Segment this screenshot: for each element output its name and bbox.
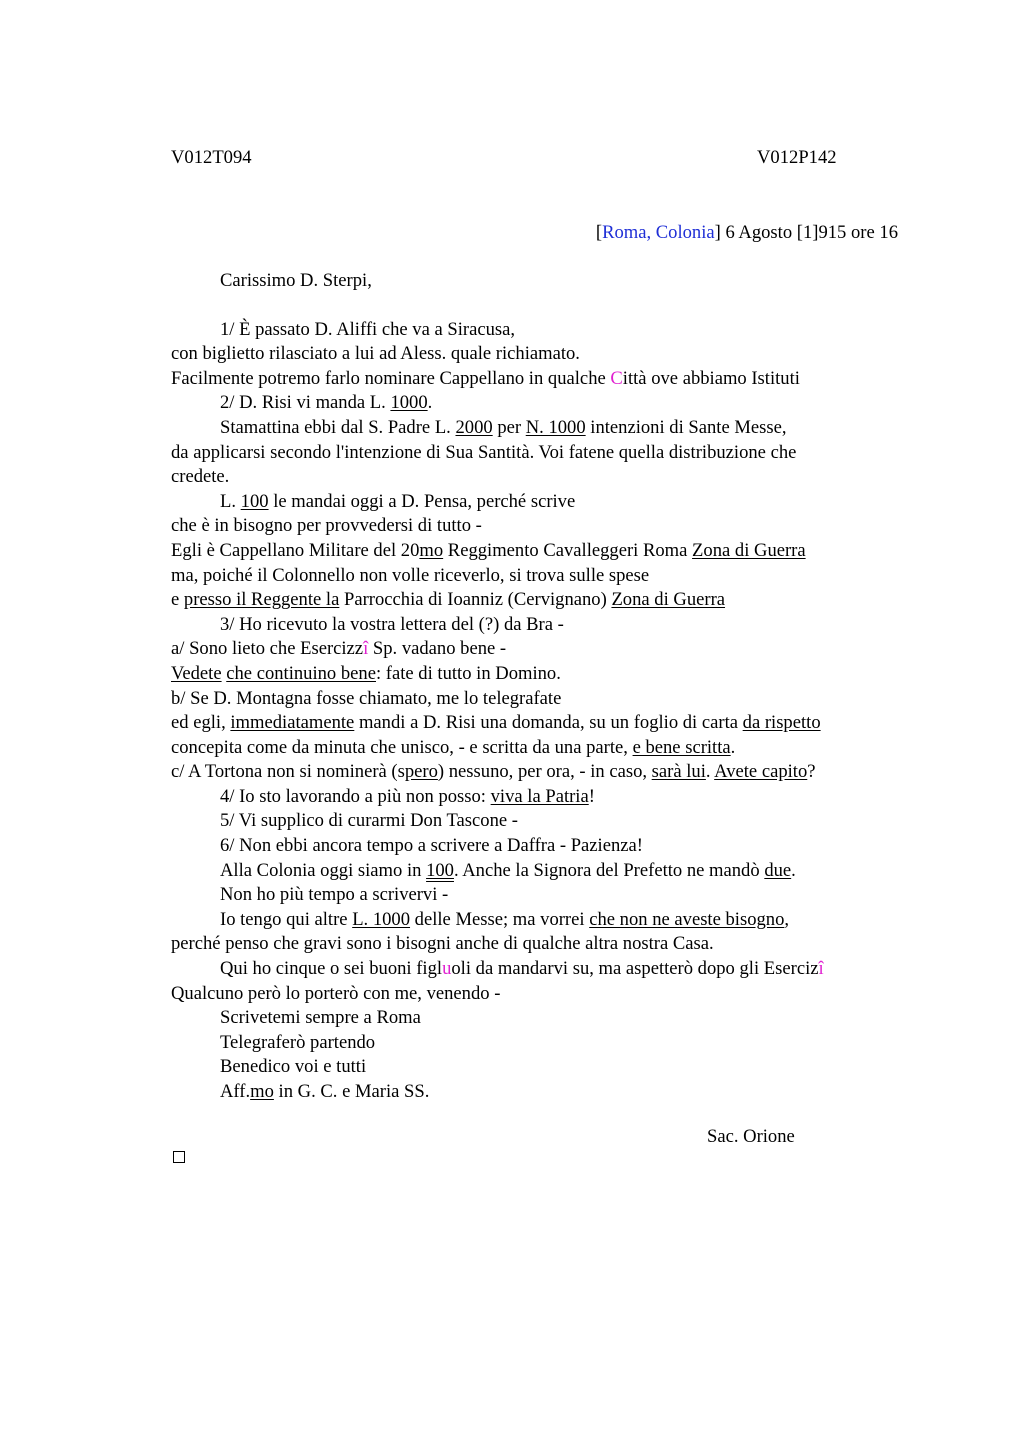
letter-body bbox=[171, 269, 911, 1105]
text-line: Scrivetemi sempre a Roma bbox=[220, 1007, 421, 1029]
editorial-correction: î bbox=[818, 958, 824, 980]
text-line: Telegraferò partendo bbox=[220, 1031, 376, 1053]
item-2-line: 2/ D. Risi vi manda L. 1000. bbox=[220, 392, 433, 414]
end-marker-box bbox=[173, 1151, 185, 1163]
item-6-line: 6/ Non ebbi ancora tempo a scrivere a Daffra - Pazienza! bbox=[220, 835, 643, 857]
editorial-correction: C bbox=[610, 367, 623, 389]
editorial-correction: u bbox=[442, 958, 452, 980]
item-5-line: 5/ Vi supplico di curarmi Don Tascone - bbox=[220, 810, 518, 832]
text-line: ed egli, immediatamente mandi a D. Risi una domanda, su un foglio di carta da rispetto bbox=[171, 712, 821, 734]
closing-line: Aff.mo in G. C. e Maria SS. bbox=[220, 1081, 430, 1102]
text-line: Benedico voi e tutti bbox=[220, 1056, 367, 1078]
text-line: Facilmente potremo farlo nominare Cappellano in qualche Città ove abbiamo Istituti bbox=[171, 367, 800, 389]
dateline-date: ] 6 Agosto [1]915 ore 16 bbox=[714, 222, 898, 243]
text-line: Alla Colonia oggi siamo in 100. Anche la Signora del Prefetto ne mandò due. bbox=[220, 859, 796, 881]
dateline-place: Roma, Colonia bbox=[602, 222, 715, 243]
salutation: Carissimo D. Sterpi, bbox=[220, 270, 372, 291]
text-line: da applicarsi secondo l'intenzione di Sua Santità. Voi fatene quella distribuzione che bbox=[171, 441, 797, 463]
text-line: credete. bbox=[171, 466, 230, 488]
document-code-left: V012T094 bbox=[171, 147, 252, 168]
dateline bbox=[596, 221, 898, 245]
item-3-line: 3/ Ho ricevuto la vostra lettera del (?) da Bra - bbox=[220, 613, 564, 635]
text-line: a/ Sono lieto che Esercizzî Sp. vadano bene - bbox=[171, 638, 507, 660]
text-line: Qui ho cinque o sei buoni figluoli da mandarvi su, ma aspetterò dopo gli Esercizî bbox=[220, 958, 824, 980]
text-line: ma, poiché il Colonnello non volle riceverlo, si trova sulle spese bbox=[171, 564, 650, 586]
text-line: Io tengo qui altre L. 1000 delle Messe; ma vorrei che non ne aveste bisogno, bbox=[220, 908, 790, 930]
spacer bbox=[171, 294, 911, 318]
text-line: con biglietto rilasciato a lui ad Aless. quale richiamato. bbox=[171, 343, 580, 365]
text-line: c/ A Tortona non si nominerà (spero) nessuno, per ora, - in caso, sarà lui. Avete capito? bbox=[171, 761, 816, 783]
page-code-right: V012P142 bbox=[757, 147, 837, 168]
text-line: Non ho più tempo a scrivervi - bbox=[220, 884, 449, 906]
signature: Sac. Orione bbox=[707, 1126, 795, 1147]
item-4-line: 4/ Io sto lavorando a più non posso: viva la Patria! bbox=[220, 785, 595, 807]
text-line: che è in bisogno per provvedersi di tutto - bbox=[171, 515, 482, 537]
text-line: Egli è Cappellano Militare del 20mo Reggimento Cavalleggeri Roma Zona di Guerra bbox=[171, 539, 806, 561]
text-line: perché penso che gravi sono i bisogni anche di qualche altra nostra Casa. bbox=[171, 933, 714, 955]
text-line: concepita come da minuta che unisco, - e scritta da una parte, e bene scritta. bbox=[171, 736, 736, 758]
text-line: L. 100 le mandai oggi a D. Pensa, perché scrive bbox=[220, 490, 576, 512]
text-line: Stamattina ebbi dal S. Padre L. 2000 per N. 1000 intenzioni di Sante Messe, bbox=[220, 416, 787, 438]
text-line: Qualcuno però lo porterò con me, venendo - bbox=[171, 982, 501, 1004]
dateline-open-bracket: [ bbox=[595, 222, 603, 243]
text-line: Vedete che continuino bene: fate di tutto in Domino. bbox=[171, 662, 561, 684]
item-1-line: 1/ È passato D. Aliffi che va a Siracusa, bbox=[220, 318, 516, 340]
text-line: e presso il Reggente la Parrocchia di Ioanniz (Cervignano) Zona di Guerra bbox=[171, 589, 726, 611]
text-line: b/ Se D. Montagna fosse chiamato, me lo telegrafate bbox=[171, 687, 562, 709]
editorial-correction: î bbox=[363, 638, 369, 660]
